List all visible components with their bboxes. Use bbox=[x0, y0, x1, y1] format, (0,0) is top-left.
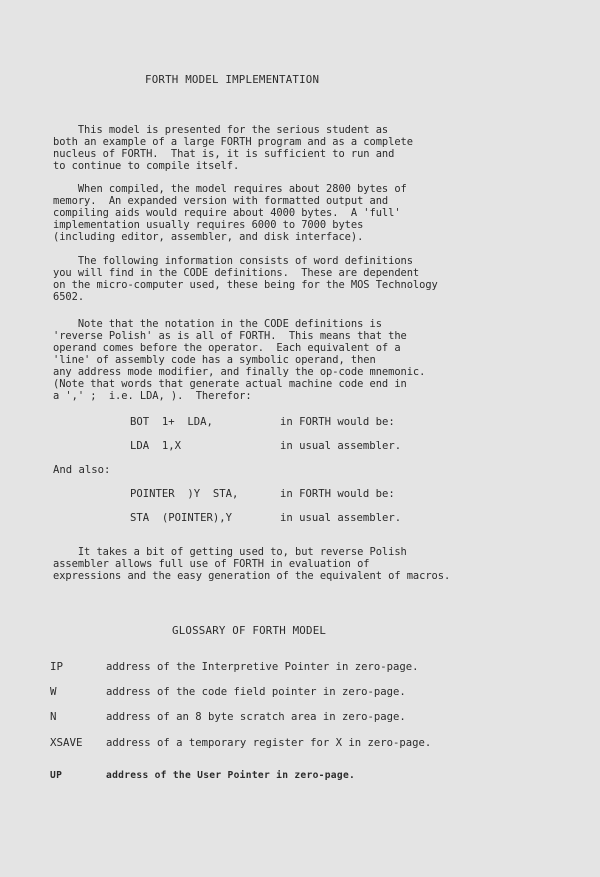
glossary-definition: address of an 8 byte scratch area in zero-page. bbox=[106, 711, 406, 723]
and-also-label: And also: bbox=[53, 464, 111, 476]
glossary-definition: address of the User Pointer in zero-page. bbox=[106, 770, 356, 781]
example-code: LDA 1,X bbox=[130, 440, 182, 452]
example-code: POINTER )Y STA, bbox=[130, 488, 239, 500]
text-line: any address mode modifier, and finally the op-code mnemonic. bbox=[53, 366, 426, 378]
glossary-term: N bbox=[50, 710, 57, 723]
glossary-definition: address of the Interpretive Pointer in zero-page. bbox=[106, 661, 419, 673]
text-line: 6502. bbox=[53, 291, 85, 303]
page-title: FORTH MODEL IMPLEMENTATION bbox=[145, 73, 320, 86]
text-line: you will find in the CODE definitions. These are dependent bbox=[53, 267, 420, 279]
example-code: STA (POINTER),Y bbox=[130, 512, 233, 524]
glossary-definition: address of the code field pointer in zero-page. bbox=[106, 686, 406, 698]
text-line: expressions and the easy generation of the equivalent of macros. bbox=[53, 570, 451, 582]
text-line: assembler allows full use of FORTH in evaluation of bbox=[53, 558, 370, 570]
example-description: in FORTH would be: bbox=[280, 416, 395, 428]
text-line: operand comes before the operator. Each equivalent of a bbox=[53, 342, 401, 354]
example-description: in usual assembler. bbox=[280, 440, 402, 452]
text-line: nucleus of FORTH. That is, it is sufficient to run and bbox=[53, 148, 395, 160]
text-line: (including editor, assembler, and disk interface). bbox=[53, 231, 364, 243]
example-description: in usual assembler. bbox=[280, 512, 402, 524]
glossary-title: GLOSSARY OF FORTH MODEL bbox=[172, 624, 327, 637]
text-line: 'line' of assembly code has a symbolic operand, then bbox=[53, 354, 376, 366]
text-line: implementation usually requires 6000 to 7000 bytes bbox=[53, 219, 364, 231]
text-line: to continue to compile itself. bbox=[53, 160, 240, 172]
glossary-term: XSAVE bbox=[50, 736, 83, 749]
text-line: on the micro-computer used, these being for the MOS Technology bbox=[53, 279, 438, 291]
text-line: When compiled, the model requires about 2800 bytes of bbox=[53, 183, 407, 195]
text-line: memory. An expanded version with formatted output and bbox=[53, 195, 389, 207]
text-line: The following information consists of word definitions bbox=[53, 255, 413, 267]
example-code: BOT 1+ LDA, bbox=[130, 416, 213, 428]
text-line: both an example of a large FORTH program and as a complete bbox=[53, 136, 413, 148]
text-line: This model is presented for the serious student as bbox=[53, 124, 389, 136]
glossary-term: W bbox=[50, 685, 57, 698]
text-line: 'reverse Polish' as is all of FORTH. This means that the bbox=[53, 330, 407, 342]
text-line: a ',' ; i.e. LDA, ). Therefor: bbox=[53, 390, 252, 402]
glossary-definition: address of a temporary register for X in zero-page. bbox=[106, 737, 432, 749]
text-line: compiling aids would require about 4000 bytes. A 'full' bbox=[53, 207, 401, 219]
text-line: (Note that words that generate actual machine code end in bbox=[53, 378, 407, 390]
text-line: It takes a bit of getting used to, but reverse Polish bbox=[53, 546, 407, 558]
example-description: in FORTH would be: bbox=[280, 488, 395, 500]
glossary-term: IP bbox=[50, 660, 64, 673]
text-line: Note that the notation in the CODE definitions is bbox=[53, 318, 382, 330]
glossary-term: UP bbox=[50, 770, 63, 781]
